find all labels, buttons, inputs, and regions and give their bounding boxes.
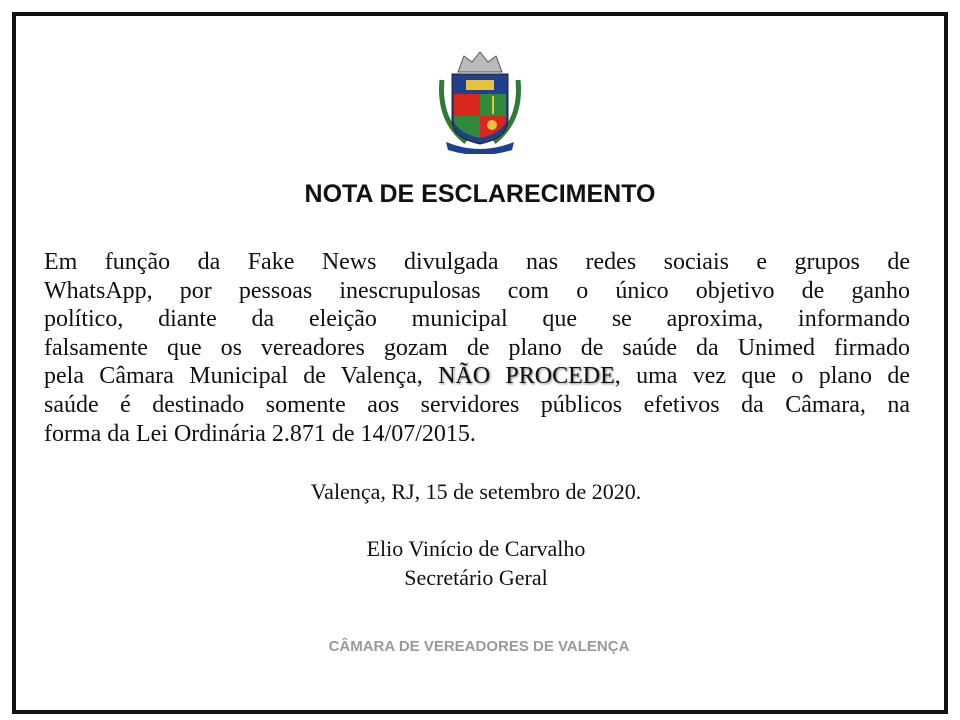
- municipal-crest-logo: [436, 50, 524, 154]
- body-text: pela Câmara Municipal de Valença,: [44, 363, 439, 390]
- body-line: político, diante da eleição municipal que se aproxima, informando: [44, 306, 910, 333]
- body-line: falsamente que os vereadores gozam de plano de saúde da Unimed firmado: [44, 334, 910, 361]
- signature-role: Secretário Geral: [404, 565, 548, 590]
- date-line: Valença, RJ, 15 de setembro de 2020.: [310, 479, 642, 504]
- body-line: WhatsApp, por pessoas inescrupulosas com o único objetivo de ganho: [44, 277, 910, 304]
- body-line: [44, 362, 910, 391]
- body-line: saúde é destinado somente aos servidores públicos efetivos da Câmara, na: [44, 391, 910, 418]
- body-line: forma da Lei Ordinária 2.871 de 14/07/2015.: [44, 420, 476, 447]
- signature-name: Elio Vinício de Carvalho: [366, 536, 586, 561]
- emphasis-text: NÃO PROCEDE: [438, 363, 615, 390]
- body-paragraph: [44, 248, 910, 448]
- footer-institution: CÂMARA DE VEREADORES DE VALENÇA: [328, 638, 630, 655]
- body-line: Em função da Fake News divulgada nas redes sociais e grupos de: [44, 249, 910, 275]
- body-text: , uma vez que o plano de: [614, 363, 911, 390]
- page-title: NOTA DE ESCLARECIMENTO: [304, 180, 656, 208]
